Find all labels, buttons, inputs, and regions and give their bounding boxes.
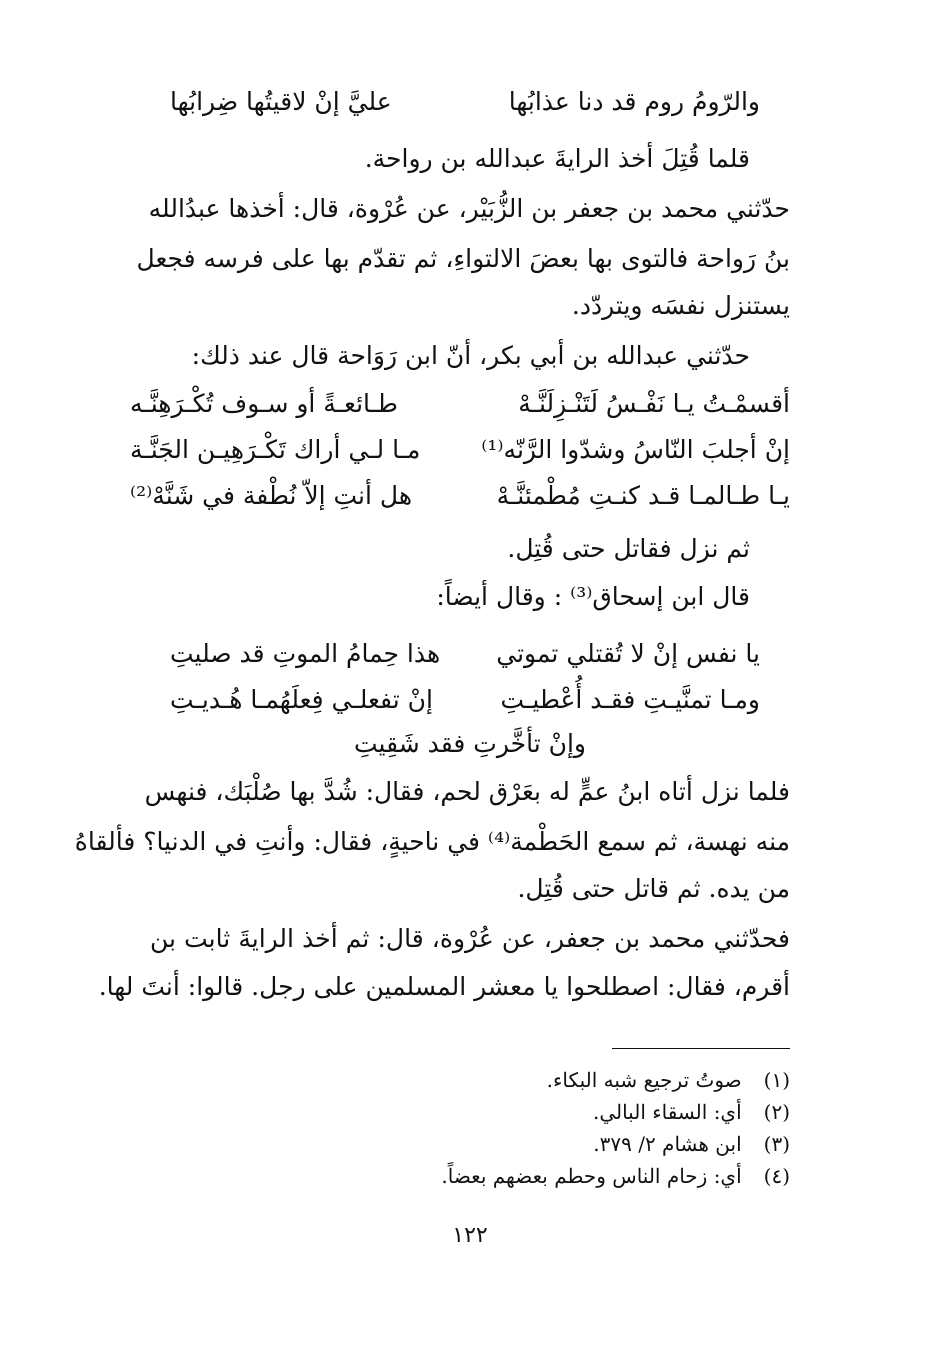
footnote-text: ابن هشام ٢/ ٣٧٩. [593, 1132, 742, 1156]
verse-hemistich-first: يا نفس إنْ لا تُقتلي تموتي [496, 639, 760, 668]
verse-line [170, 632, 760, 676]
paragraph-line: من يده. ثم قاتل حتى قُتِل. [517, 874, 790, 903]
footnote-text: أي: زحام الناس وحطم بعضهم بعضاً. [441, 1164, 742, 1188]
verse-line [170, 678, 760, 722]
paragraph-line: يستنزل نفسَه ويتردّد. [571, 291, 790, 320]
verse-hemistich-second: هذا حِمامُ الموتِ قد صليتِ [170, 639, 441, 668]
page-number: ١٢٢ [452, 1223, 488, 1248]
paragraph-line: بنُ رَواحة فالتوى بها بعضَ الالتواءِ، ثم تقدّم بها على فرسه فجعل [136, 244, 790, 273]
verse-hemistich-second: إنْ تفعلـي فِعلَهُمـا هُـديـتِ [170, 685, 433, 714]
verse-line [130, 474, 790, 518]
verse-hemistich-first: أقسمْـتُ يـا نَفْـسُ لَتَنْـزِلَنَّـهْ [518, 389, 790, 418]
footnote-text: صوتُ ترجيع شبه البكاء. [546, 1068, 742, 1092]
verse-hemistich-second: هل أنتِ إلاّ نُطْفة في شَنَّهْ⁽²⁾ [130, 481, 413, 510]
verse-hemistich-first: يـا طـالمـا قـد كنـتِ مُطْمئنَّـهْ [496, 481, 790, 510]
verse-hemistich-second: عليَّ إنْ لاقيتُها ضِرابُها [170, 87, 392, 116]
verse-line [130, 382, 790, 426]
paragraph-line: فحدّثني محمد بن جعفر، عن عُرْوة، قال: ثم أخذ الرايةَ ثابت بن [150, 924, 790, 953]
verse-hemistich-first: إنْ أجلبَ النّاسُ وشدّوا الرَّنّه⁽¹⁾ [481, 435, 790, 464]
verse-single-line: وإنْ تأخَّرتِ فقد شَقِيتِ [354, 729, 586, 758]
verse-hemistich-first: ومـا تمنَّيـتِ فقـد أُعْطيـتِ [500, 685, 760, 714]
footnote-number: (٢) [763, 1100, 790, 1124]
paragraph-line: أقرم، فقال: اصطلحوا يا معشر المسلمين على رجل. قالوا: أنتَ لها. [98, 972, 790, 1001]
verse-line [130, 428, 790, 472]
footnote-number: (٤) [763, 1164, 790, 1188]
footnote [150, 1129, 790, 1159]
paragraph-line: قال ابن إسحاق⁽³⁾ : وقال أيضاً: [436, 582, 750, 611]
footnote [150, 1065, 790, 1095]
paragraph-line: حدّثني محمد بن جعفر بن الزُّبَيْر، عن عُرْوة، قال: أخذها عبدُالله [148, 194, 790, 223]
paragraph-line: فلما نزل أتاه ابنُ عمٍّ له بعَرْق لحم، فقال: شُدَّ بها صُلْبَك، فنهس [144, 777, 790, 806]
footnote [150, 1097, 790, 1127]
footnote [150, 1161, 790, 1191]
verse-hemistich-first: والرّومُ روم قد دنا عذابُها [508, 87, 760, 116]
paragraph-line: حدّثني عبدالله بن أبي بكر، أنّ ابن رَوَاحة قال عند ذلك: [191, 341, 750, 370]
footnote-divider [612, 1048, 790, 1049]
verse-hemistich-second: طـائعـةً أو سـوف تُكْـرَهِنَّـه [130, 389, 398, 418]
paragraph-line: قلما قُتِلَ أخذ الرايةَ عبدالله بن رواحة. [364, 144, 750, 173]
footnote-number: (٣) [763, 1132, 790, 1156]
paragraph-line: منه نهسة، ثم سمع الحَطْمة⁽⁴⁾ في ناحيةٍ، فقال: وأنتِ في الدنيا؟ فألقاهُ [74, 827, 790, 856]
footnote-text: أي: السقاء البالي. [592, 1100, 742, 1124]
verse-hemistich-second: مـا لـي أراك تَكْـرَهِيـن الجَنَّـة [130, 435, 421, 464]
footnote-number: (١) [763, 1068, 790, 1092]
paragraph-line: ثم نزل فقاتل حتى قُتِل. [507, 534, 750, 563]
verse-line [170, 80, 760, 124]
